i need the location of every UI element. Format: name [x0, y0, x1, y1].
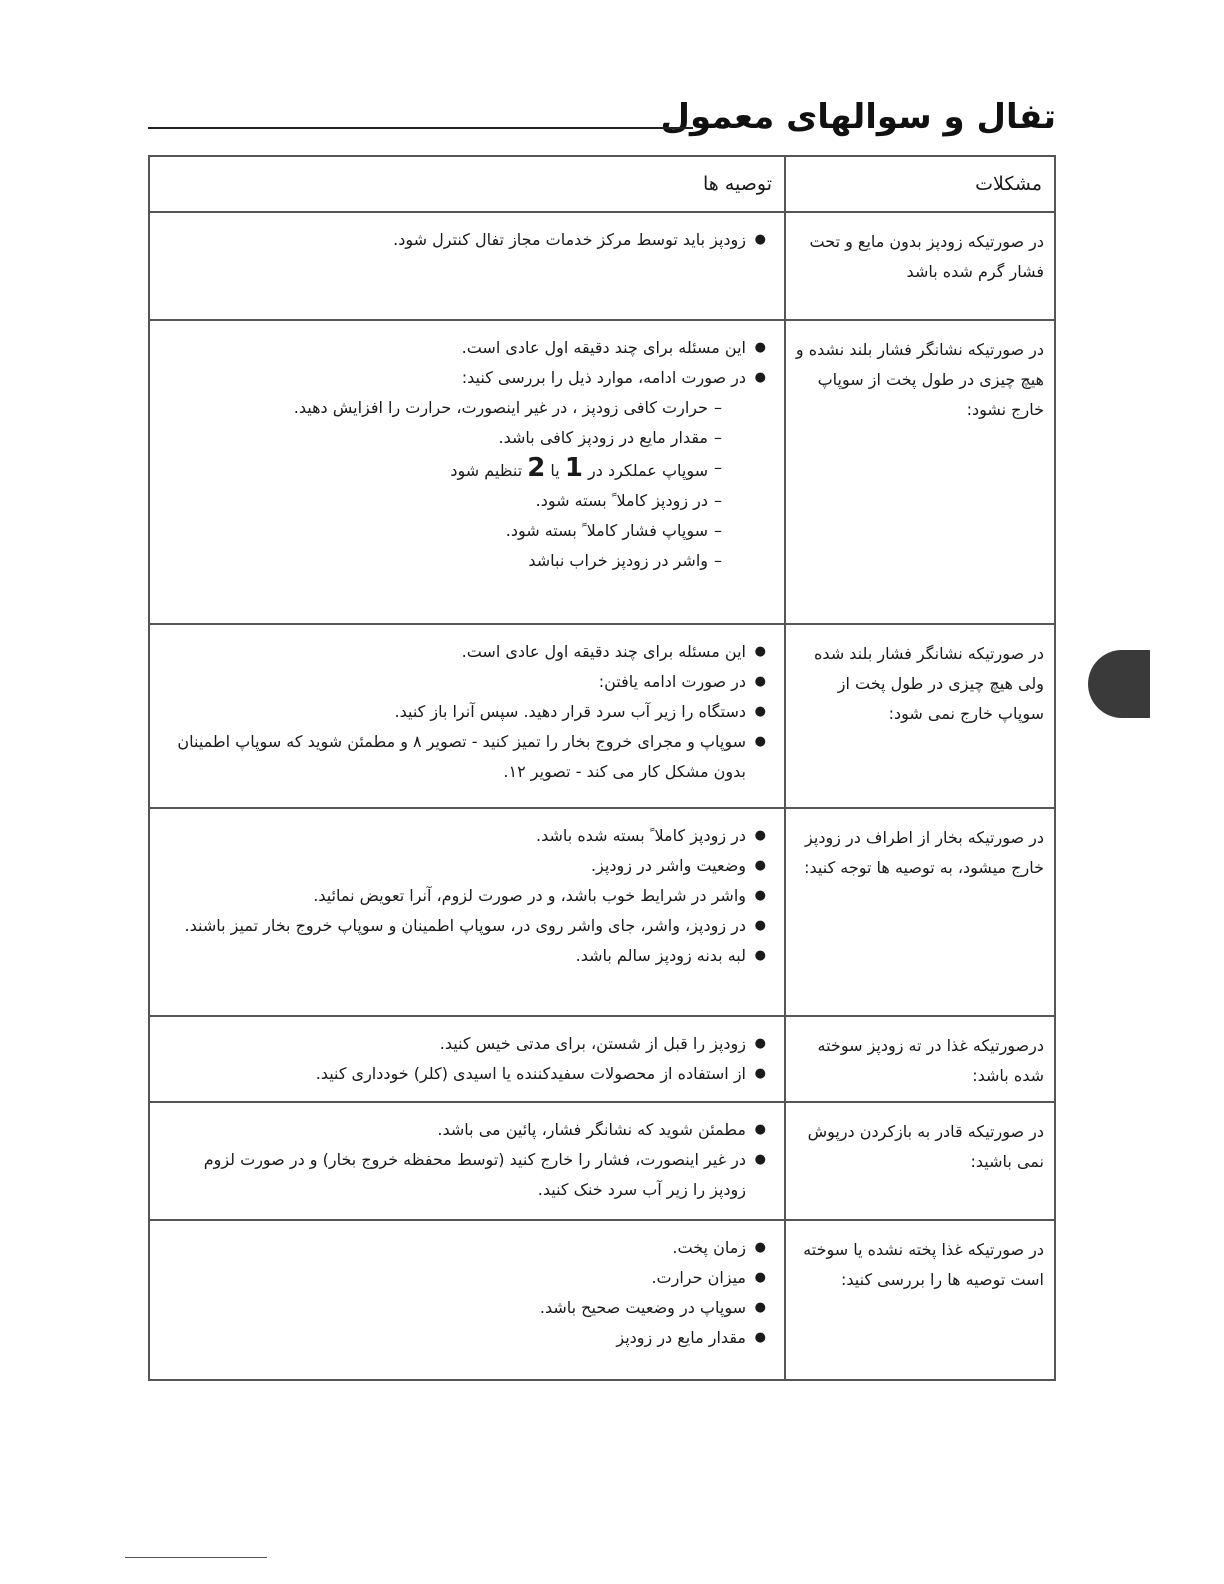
table-row	[149, 1220, 1055, 1380]
setting-number-2: 2	[527, 453, 546, 483]
bullet-icon: ●	[754, 1036, 766, 1051]
header-advice: توصیه ها	[149, 156, 785, 212]
list-item: ● مقدار مایع در زودپز	[170, 1323, 766, 1353]
bullet-icon: ●	[754, 734, 766, 749]
list-item: ● میزان حرارت.	[170, 1263, 766, 1293]
advice-cell	[149, 624, 785, 808]
list-item: ● وضعیت واشر در زودپز.	[170, 851, 766, 881]
bullet-icon: ●	[754, 1300, 766, 1315]
list-item: ● سوپاپ و مجرای خروج بخار را تمیز کنید - تصویر ۸ و مطمئن شوید که سوپاپ اطمینان بدون مشکل کار می کند - تصویر ۱۲.	[170, 727, 766, 787]
bullet-icon: ●	[754, 704, 766, 719]
advice-cell	[149, 320, 785, 624]
sub-list-item: – در زودپز کاملا ً بسته شود.	[170, 486, 722, 516]
list-item: ● در غیر اینصورت، فشار را خارج کنید (توسط محفظه خروج بخار) و در صورت لزوم زودپز را زیر آب سرد خنک کنید.	[170, 1145, 766, 1205]
bullet-icon: ●	[754, 918, 766, 933]
chapter-tab	[1088, 650, 1150, 718]
sub-list-item: – مقدار مایع در زودپز کافی باشد.	[170, 423, 722, 453]
table-row	[149, 320, 1055, 624]
list-item: ● این مسئله برای چند دقیقه اول عادی است.	[170, 333, 766, 363]
list-item: ● در صورت ادامه، موارد ذیل را بررسی کنید:	[170, 363, 766, 393]
sub-list-item: – سوپاپ فشار کاملا ً بسته شود.	[170, 516, 722, 546]
list-item: ● این مسئله برای چند دقیقه اول عادی است.	[170, 637, 766, 667]
dash-icon: –	[714, 398, 722, 417]
table-row	[149, 808, 1055, 1016]
list-item: ● مطمئن شوید که نشانگر فشار، پائین می باشد.	[170, 1115, 766, 1145]
footer-rule	[125, 1557, 267, 1558]
sub-list-item: – سوپاپ عملکرد در 1 یا 2 تنظیم شود	[450, 453, 722, 483]
problem-cell: در صورتیکه قادر به بازکردن درپوش نمی باشید:	[785, 1102, 1055, 1220]
list-item: ● سوپاپ در وضعیت صحیح باشد.	[170, 1293, 766, 1323]
bullet-icon: ●	[754, 888, 766, 903]
page-title: تفال و سوالهای معمول	[660, 97, 1056, 137]
list-item: ● زودپز را قبل از شستن، برای مدتی خیس کنید.	[170, 1029, 766, 1059]
list-item: ● از استفاده از محصولات سفیدکننده یا اسیدی (کلر) خودداری کنید.	[170, 1059, 766, 1089]
bullet-icon: ●	[754, 1270, 766, 1285]
bullet-icon: ●	[754, 1122, 766, 1137]
advice-cell	[149, 1220, 785, 1380]
dash-icon: –	[714, 428, 722, 447]
advice-cell	[149, 212, 785, 320]
advice-list	[170, 225, 766, 255]
advice-list	[170, 333, 766, 393]
list-item: ● زمان پخت.	[170, 1233, 766, 1263]
advice-cell	[149, 808, 785, 1016]
header-problems: مشکلات	[785, 156, 1055, 212]
problem-cell: درصورتیکه غذا در ته زودپز سوخته شده باشد:	[785, 1016, 1055, 1102]
sub-list	[170, 393, 766, 576]
list-item: ● دستگاه را زیر آب سرد قرار دهید. سپس آنرا باز کنید.	[170, 697, 766, 727]
problem-cell: در صورتیکه غذا پخته نشده یا سوخته است توصیه ها را بررسی کنید:	[785, 1220, 1055, 1380]
dash-icon: –	[714, 491, 722, 510]
advice-cell	[149, 1102, 785, 1220]
bullet-icon: ●	[754, 1066, 766, 1081]
dash-icon: –	[714, 521, 722, 540]
dash-icon: –	[714, 551, 722, 570]
problem-cell: در صورتیکه بخار از اطراف در زودپز خارج میشود، به توصیه ها توجه کنید:	[785, 808, 1055, 1016]
bullet-icon: ●	[754, 1152, 766, 1167]
advice-list	[170, 637, 766, 787]
table-header-row	[149, 156, 1055, 212]
bullet-icon: ●	[754, 1240, 766, 1255]
bullet-icon: ●	[754, 674, 766, 689]
bullet-icon: ●	[754, 370, 766, 385]
list-item: ● لبه بدنه زودپز سالم باشد.	[170, 941, 766, 971]
setting-number-1: 1	[564, 453, 583, 483]
list-item: ● در صورت ادامه یافتن:	[170, 667, 766, 697]
title-underline	[148, 127, 693, 129]
advice-cell	[149, 1016, 785, 1102]
list-item: ● در زودپز، واشر، جای واشر روی در، سوپاپ اطمینان و سوپاپ خروج بخار تمیز باشند.	[170, 911, 766, 941]
bullet-icon: ●	[754, 1330, 766, 1345]
page-header	[148, 92, 1056, 142]
sub-list-item: – حرارت کافی زودپز ، در غیر اینصورت، حرارت را افزایش دهید.	[170, 393, 722, 423]
bullet-icon: ●	[754, 644, 766, 659]
list-item: ● در زودپز کاملا ً بسته شده باشد.	[170, 821, 766, 851]
list-item: ● واشر در شرایط خوب باشد، و در صورت لزوم، آنرا تعویض نمائید.	[170, 881, 766, 911]
bullet-icon: ●	[754, 828, 766, 843]
bullet-icon: ●	[754, 340, 766, 355]
sub-list-item: – واشر در زودپز خراب نباشد	[170, 546, 722, 576]
problem-cell: در صورتیکه نشانگر فشار بلند شده ولی هیچ چیزی در طول پخت از سوپاپ خارج نمی شود:	[785, 624, 1055, 808]
table-row	[149, 1016, 1055, 1102]
advice-list	[170, 1029, 766, 1089]
bullet-icon: ●	[754, 232, 766, 247]
table-row	[149, 212, 1055, 320]
bullet-icon: ●	[754, 858, 766, 873]
problem-cell: در صورتیکه نشانگر فشار بلند نشده و هیچ چیزی در طول پخت از سوپاپ خارج نشود:	[785, 320, 1055, 624]
bullet-icon: ●	[754, 948, 766, 963]
problem-cell: در صورتیکه زودپز بدون مایع و تحت فشار گرم شده باشد	[785, 212, 1055, 320]
dash-icon: –	[714, 458, 722, 477]
faq-table	[148, 155, 1056, 1381]
advice-list	[170, 821, 766, 971]
table-row	[149, 624, 1055, 808]
advice-list	[170, 1115, 766, 1205]
table-row	[149, 1102, 1055, 1220]
list-item: ● زودپز باید توسط مرکز خدمات مجاز تفال کنترل شود.	[170, 225, 766, 255]
advice-list	[170, 1233, 766, 1353]
